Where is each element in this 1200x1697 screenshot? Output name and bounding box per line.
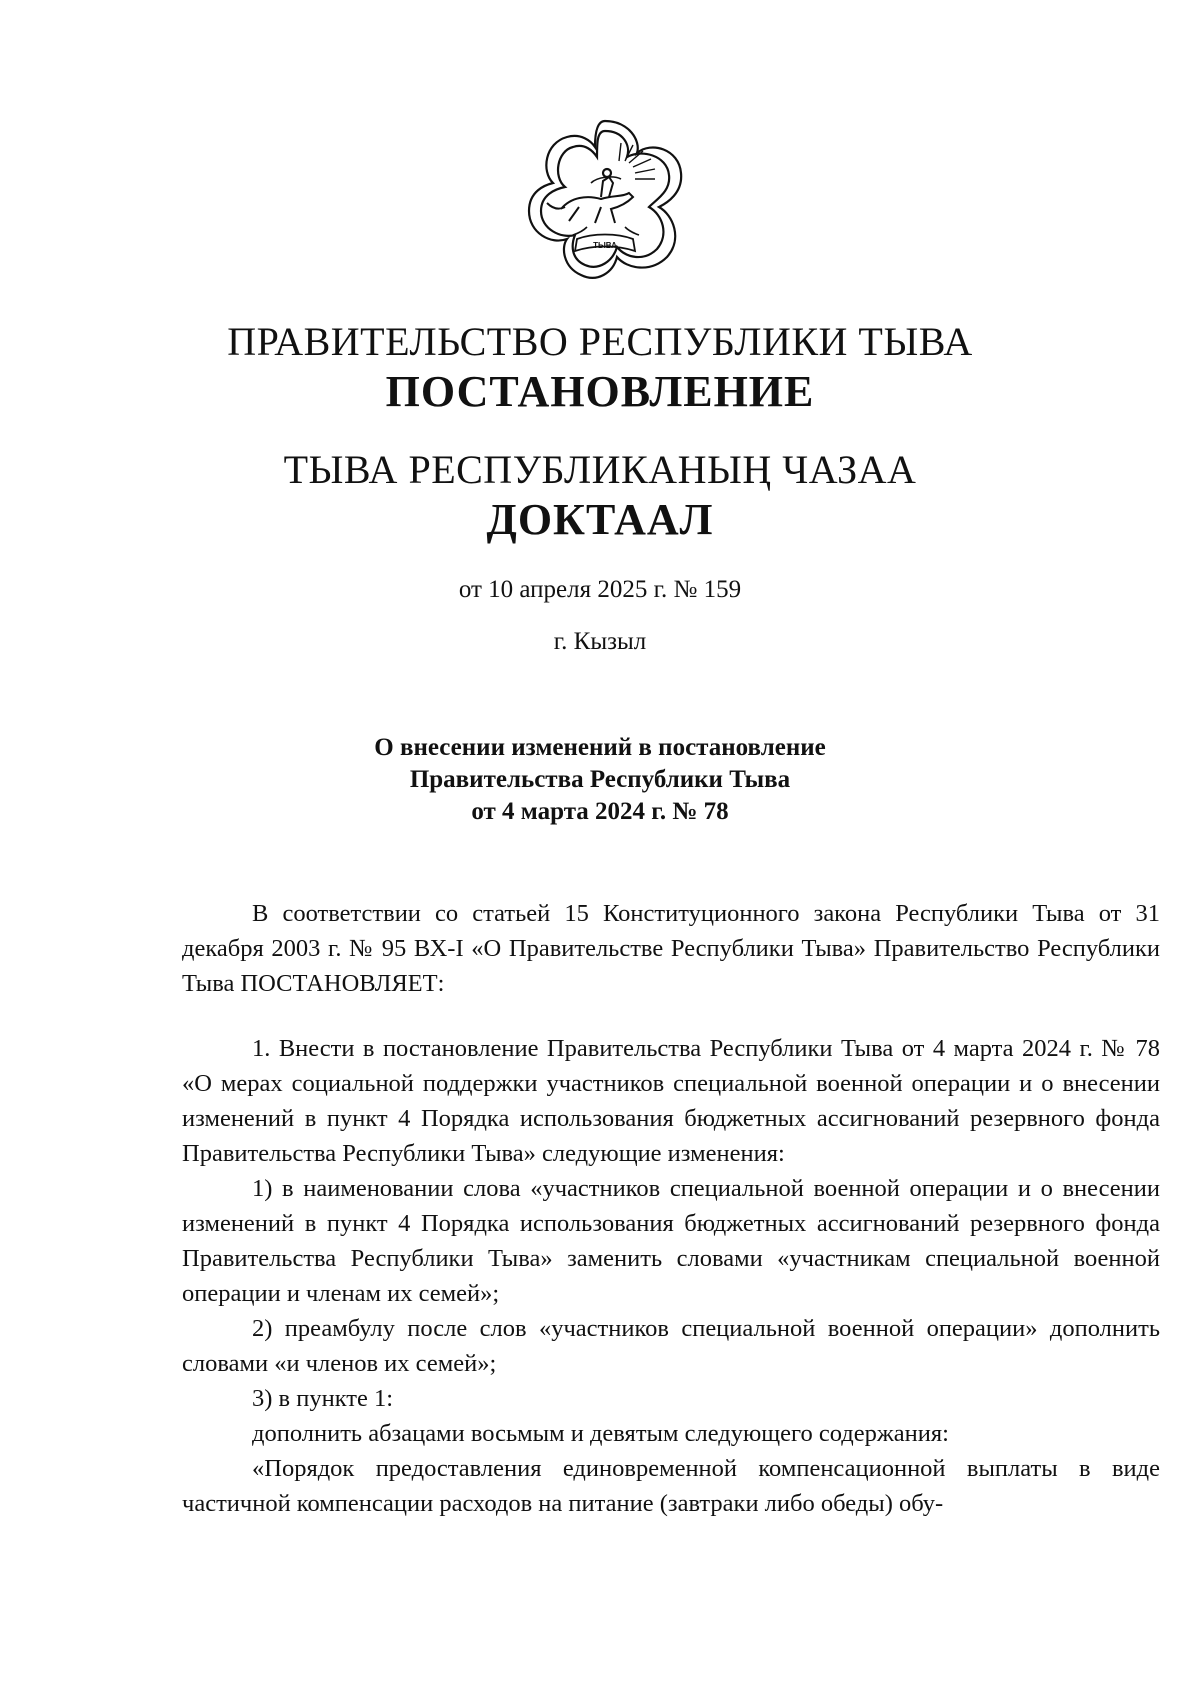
subitem-3-paragraph: 3) в пункте 1: xyxy=(252,1385,394,1412)
subitem-1-paragraph: 1) в наименовании слова «участников специальной военной операции и о внесении изменений в пункт 4 Порядка использования бюджетных ассигнований резервного фонда Правительства Республики Тыва» заменить словами «участникам специальной военной операции и членам их семей»; xyxy=(182,1175,1160,1307)
document-title-line-1: О внесении изменений в постановление xyxy=(374,734,826,761)
coat-of-arms-emblem xyxy=(517,111,693,287)
item-1-paragraph: 1. Внести в постановление Правительства Республики Тыва от 4 марта 2024 г. № 78 «О мерах социальной поддержки участников специальной военной операции и о внесении изменений в пункт 4 Порядка использования бюджетных ассигнований резервного фонда Правительства Республики Тыва» следующие изменения: xyxy=(182,1035,1160,1167)
preamble-paragraph: В соответствии со статьей 15 Конституционного закона Республики Тыва от 31 декабря 2003 г. № 95 ВХ-I «О Правительстве Республики Тыва» Правительство Республики Тыва ПОСТАНОВЛЯЕТ: xyxy=(182,900,1160,997)
subitem-2-paragraph: 2) преамбулу после слов «участников специальной военной операции» дополнить словами «и членов их семей»; xyxy=(182,1315,1160,1377)
emblem-text: ТЫВА xyxy=(593,241,617,250)
document-type-tv: ДОКТААЛ xyxy=(486,495,714,544)
subitem-3-text-b: «Порядок предоставления единовременной компенсационной выплаты в виде частичной компенсации расходов на питание (завтраки либо обеды) обу- xyxy=(182,1455,1160,1517)
tuva-coat-of-arms-icon xyxy=(517,111,693,287)
document-title-line-3: от 4 марта 2024 г. № 78 xyxy=(471,798,729,825)
government-name-ru: ПРАВИТЕЛЬСТВО РЕСПУБЛИКИ ТЫВА xyxy=(227,319,973,364)
document-title-line-2: Правительства Республики Тыва xyxy=(409,766,791,793)
subitem-3-text-a: дополнить абзацами восьмым и девятым следующего содержания: xyxy=(252,1420,949,1447)
government-name-tv: ТЫВА РЕСПУБЛИКАНЫҢ ЧАЗАА xyxy=(283,447,917,492)
document-body xyxy=(182,896,1160,1521)
document-city: г. Кызыл xyxy=(553,628,647,655)
document-date-number: от 10 апреля 2025 г. № 159 xyxy=(458,576,742,603)
document-type-ru: ПОСТАНОВЛЕНИЕ xyxy=(385,367,815,416)
